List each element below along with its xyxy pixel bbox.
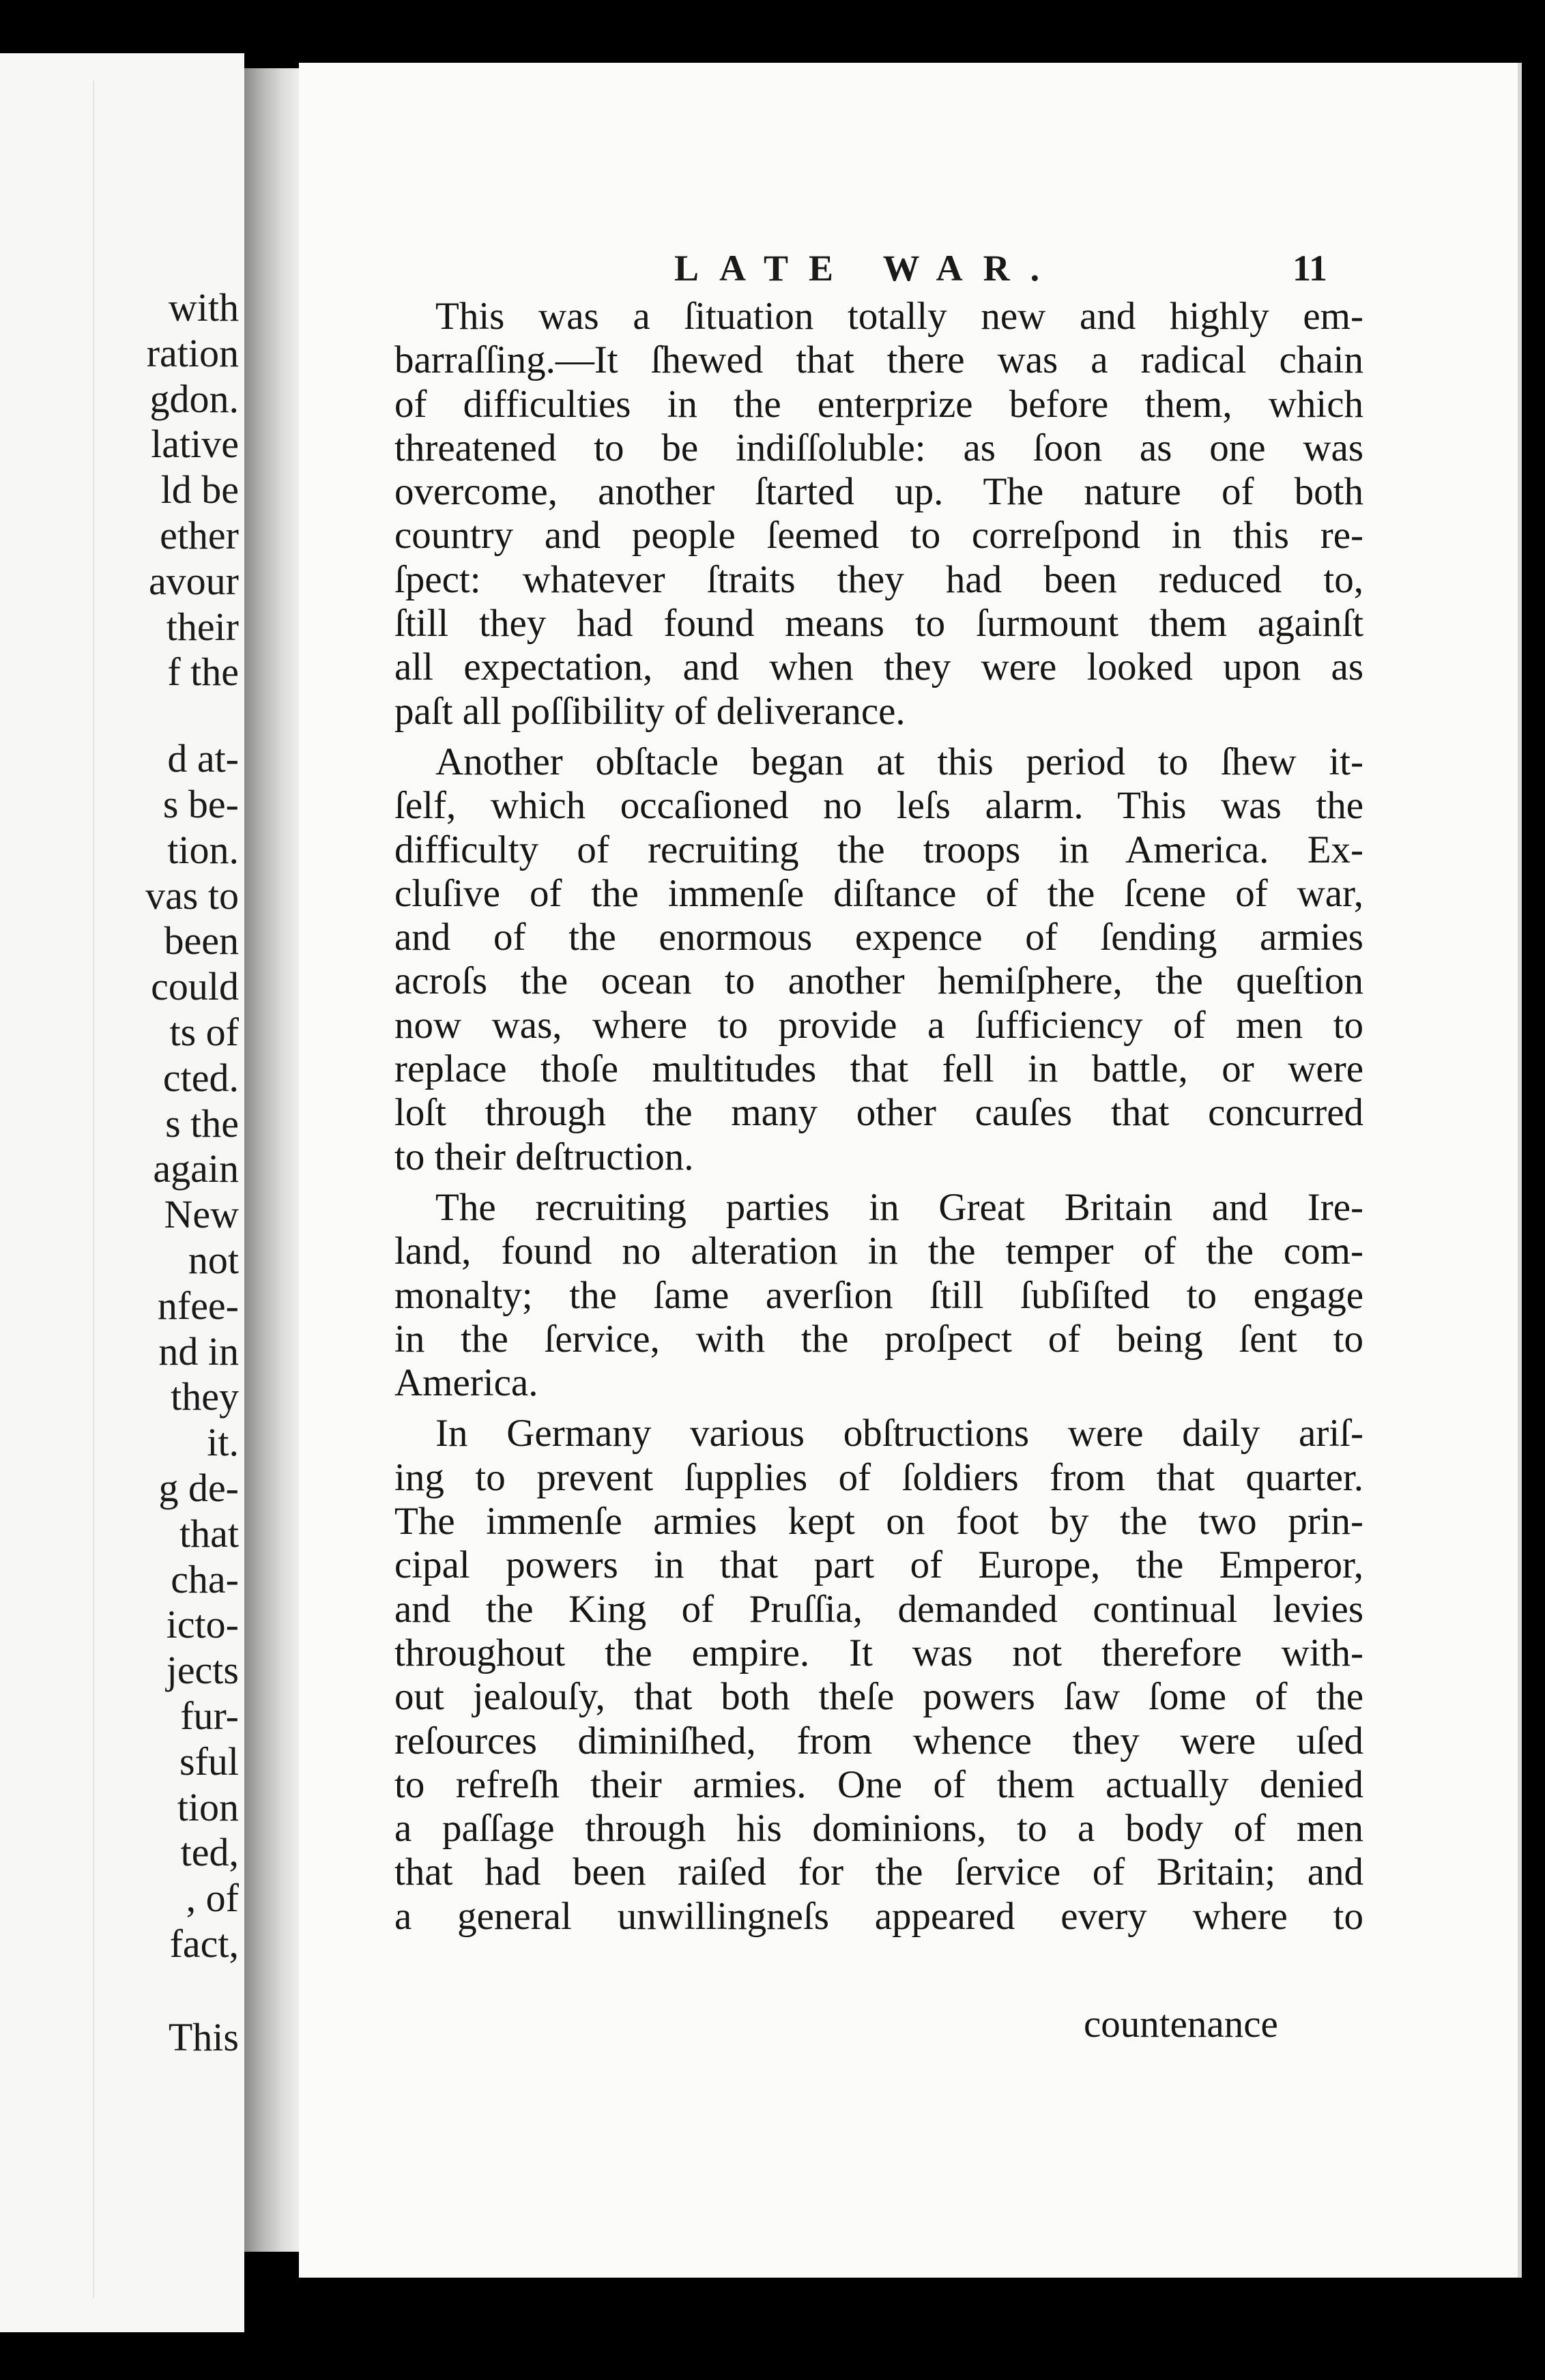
body-text (394, 295, 1363, 1945)
text-line: The recruiting parties in Great Britain and Ire- (435, 1185, 1363, 1229)
paragraph (394, 295, 1363, 734)
left-fragment: ration (146, 330, 239, 375)
text-line: cluſive of the immenſe diſtance of the ſcene of war, (394, 871, 1363, 915)
page-number: 11 (1293, 248, 1328, 289)
text-line: America. (394, 1361, 538, 1405)
left-page (0, 53, 244, 2332)
text-line: now was, where to provide a ſufficiency of men to (394, 1003, 1363, 1047)
left-fragment: again (153, 1146, 239, 1191)
left-fragment: s be- (162, 781, 239, 826)
text-line: acroſs the ocean to another hemiſphere, the queſtion (394, 959, 1363, 1003)
left-fragment: gdon. (149, 376, 239, 421)
text-line: paſt all poſſibility of deliverance. (394, 689, 906, 733)
left-fragment: with (168, 285, 239, 330)
text-line: difficulty of recruiting the troops in America. Ex- (394, 828, 1363, 871)
text-line: all expectation, and when they were looked upon as (394, 645, 1363, 689)
left-fragment: jects (166, 1648, 239, 1693)
left-fragment: vas to (145, 873, 239, 918)
text-line: reſources diminiſhed, from whence they were uſed (394, 1719, 1363, 1762)
text-line: replace thoſe multitudes that fell in battle, or were (394, 1047, 1363, 1091)
text-line: country and people ſeemed to correſpond in this re- (394, 514, 1363, 557)
left-fragment: ted, (180, 1830, 239, 1875)
text-line: a paſſage through his dominions, to a body of men (394, 1807, 1363, 1851)
left-fragment: it. (207, 1420, 239, 1465)
left-fragment: cted. (162, 1055, 239, 1100)
text-line: cipal powers in that part of Europe, the Emperor, (394, 1543, 1363, 1587)
catchword: countenance (1084, 2003, 1278, 2046)
left-fragment: s the (165, 1101, 239, 1146)
text-line: a general unwillingneſs appeared every where to (394, 1894, 1363, 1938)
left-fragment: f the (167, 650, 239, 695)
text-line: out jealouſy, that both theſe powers ſaw ſome of the (394, 1675, 1363, 1719)
text-line: In Germany various obſtructions were daily ariſ- (435, 1412, 1363, 1455)
text-line: overcome, another ſtarted up. The nature of both (394, 470, 1363, 514)
left-fragment: icto- (166, 1602, 239, 1647)
left-fragment: nd in (158, 1329, 239, 1374)
paragraph (394, 1186, 1363, 1405)
page-edge (1518, 63, 1522, 2278)
left-fragment: This (168, 2014, 239, 2059)
text-line: loſt through the many other cauſes that concurred (394, 1091, 1363, 1135)
left-fragment: cha- (171, 1556, 239, 1601)
text-line: in the ſervice, with the proſpect of being ſent to (394, 1317, 1363, 1361)
left-fragment: tion. (167, 827, 239, 872)
left-fragment: ld be (160, 467, 239, 512)
left-fragment: ts of (169, 1009, 239, 1054)
text-line: that had been raiſed for the ſervice of Britain; and (394, 1851, 1363, 1894)
text-line: of difficulties in the enterprize before them, which (394, 382, 1363, 426)
left-fragment: ether (160, 512, 239, 557)
left-fragment: fur- (180, 1693, 239, 1738)
text-line: This was a ſituation totally new and highly em- (435, 295, 1363, 338)
text-line: Another obſtacle began at this period to ſhew it- (435, 740, 1363, 783)
right-page (299, 63, 1522, 2278)
book-gutter (244, 68, 299, 2252)
left-fragment: avour (148, 558, 239, 603)
paragraph (394, 740, 1363, 1179)
left-fragment: , of (186, 1876, 239, 1921)
left-fragment: tion (177, 1784, 239, 1829)
text-line: ſpect: whatever ſtraits they had been reduced to, (394, 557, 1363, 601)
left-fragment: fact, (169, 1921, 239, 1966)
left-fragment: New (164, 1192, 239, 1237)
text-line: to their deſtruction. (394, 1135, 694, 1178)
text-line: barraſſing.—It ſhewed that there was a radical chain (394, 338, 1363, 382)
left-fragment: lative (151, 422, 239, 467)
paragraph (394, 1412, 1363, 1939)
left-fragment: been (164, 918, 239, 963)
left-fragment: g de- (158, 1465, 239, 1510)
text-line: and of the enormous expence of ſending armies (394, 916, 1363, 959)
text-line: ing to prevent ſupplies of ſoldiers from that quarter. (394, 1455, 1363, 1499)
text-line: and the King of Pruſſia, demanded continual levies (394, 1587, 1363, 1631)
text-line: ſtill they had found means to ſurmount them againſt (394, 602, 1363, 645)
text-line: The immenſe armies kept on foot by the two prin- (394, 1500, 1363, 1543)
left-fragment: could (151, 964, 239, 1009)
text-line: throughout the empire. It was not therefore with- (394, 1631, 1363, 1674)
left-fragment: not (188, 1237, 239, 1282)
left-fragment: nfee- (157, 1283, 239, 1328)
left-fragment: that (179, 1511, 239, 1556)
left-fragment: their (166, 604, 239, 649)
text-line: threatened to be indiſſoluble: as ſoon as one was (394, 426, 1363, 469)
text-line: ſelf, which occaſioned no leſs alarm. This was the (394, 784, 1363, 828)
text-line: monalty; the ſame averſion ſtill ſubſiſted to engage (394, 1273, 1363, 1317)
left-page-text (0, 285, 239, 2060)
left-fragment: they (171, 1374, 239, 1419)
left-fragment: sful (179, 1739, 239, 1784)
running-head: LATE WAR. (674, 248, 1060, 289)
text-line: to refreſh their armies. One of them actually denied (394, 1762, 1363, 1806)
left-fragment: d at- (167, 736, 239, 781)
text-line: land, found no alteration in the temper of the com- (394, 1230, 1363, 1273)
